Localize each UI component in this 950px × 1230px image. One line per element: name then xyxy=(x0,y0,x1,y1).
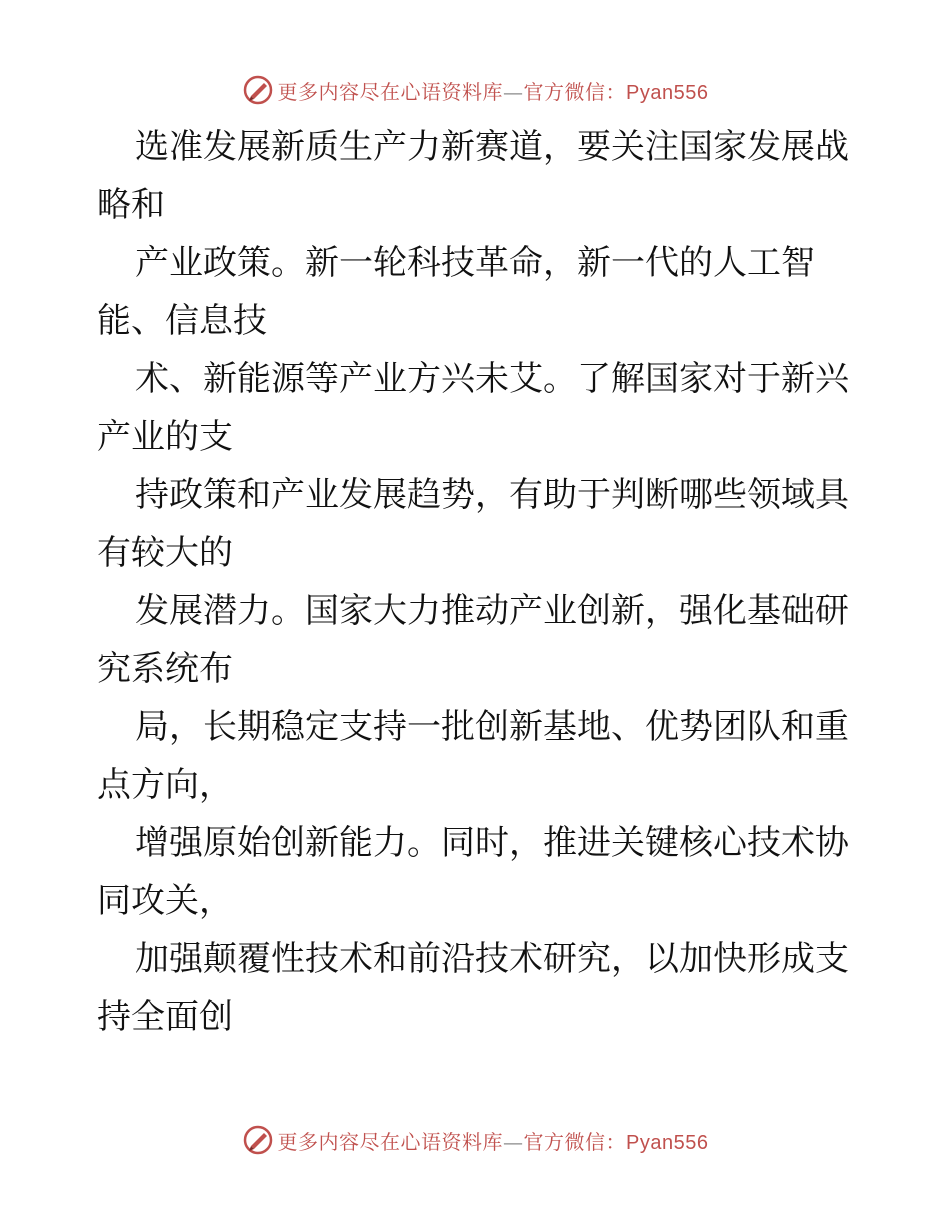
paragraph-line: 选准发展新质生产力新赛道，要关注国家发展战 xyxy=(135,127,849,167)
banner-separator: — xyxy=(503,79,524,104)
banner-wechat-id: Pyan556 xyxy=(626,1131,709,1154)
paragraph-line: 持全面创 xyxy=(97,997,233,1037)
paragraph xyxy=(97,118,857,234)
paragraph xyxy=(97,582,857,698)
paragraph-line: 加强颠覆性技术和前沿技术研究，以加快形成支 xyxy=(135,939,849,979)
paragraph xyxy=(97,350,857,466)
document-body xyxy=(97,118,857,1046)
banner-wechat-label: 官方微信： xyxy=(523,1129,627,1154)
paragraph-line: 术、新能源等产业方兴未艾。了解国家对于新兴 xyxy=(135,359,849,399)
paragraph xyxy=(97,466,857,582)
paragraph-line: 有较大的 xyxy=(97,533,233,573)
banner-main-text: 更多内容尽在心语资料库 xyxy=(277,79,504,104)
paragraph-line: 点方向， xyxy=(97,765,233,805)
pen-logo-icon xyxy=(242,74,274,106)
banner-wechat-id: Pyan556 xyxy=(626,81,709,104)
paragraph-line: 能、信息技 xyxy=(97,301,267,341)
paragraph-line: 略和 xyxy=(97,185,165,225)
paragraph xyxy=(97,814,857,930)
pen-logo-icon xyxy=(242,1124,274,1156)
banner-main-text: 更多内容尽在心语资料库 xyxy=(277,1129,504,1154)
header-banner xyxy=(0,70,950,110)
paragraph-line: 局，长期稳定支持一批创新基地、优势团队和重 xyxy=(135,707,849,747)
paragraph-line: 增强原始创新能力。同时，推进关键核心技术协 xyxy=(135,823,849,863)
paragraph xyxy=(97,930,857,1046)
paragraph-line: 同攻关， xyxy=(97,881,233,921)
banner-separator: — xyxy=(503,1129,524,1154)
paragraph-line: 究系统布 xyxy=(97,649,233,689)
paragraph-line: 发展潜力。国家大力推动产业创新，强化基础研 xyxy=(135,591,849,631)
footer-banner xyxy=(0,1120,950,1160)
paragraph xyxy=(97,698,857,814)
paragraph xyxy=(97,234,857,350)
banner-wechat-label: 官方微信： xyxy=(523,79,627,104)
paragraph-line: 持政策和产业发展趋势，有助于判断哪些领域具 xyxy=(135,475,849,515)
paragraph-line: 产业政策。新一轮科技革命，新一代的人工智 xyxy=(135,243,815,283)
paragraph-line: 产业的支 xyxy=(97,417,233,457)
